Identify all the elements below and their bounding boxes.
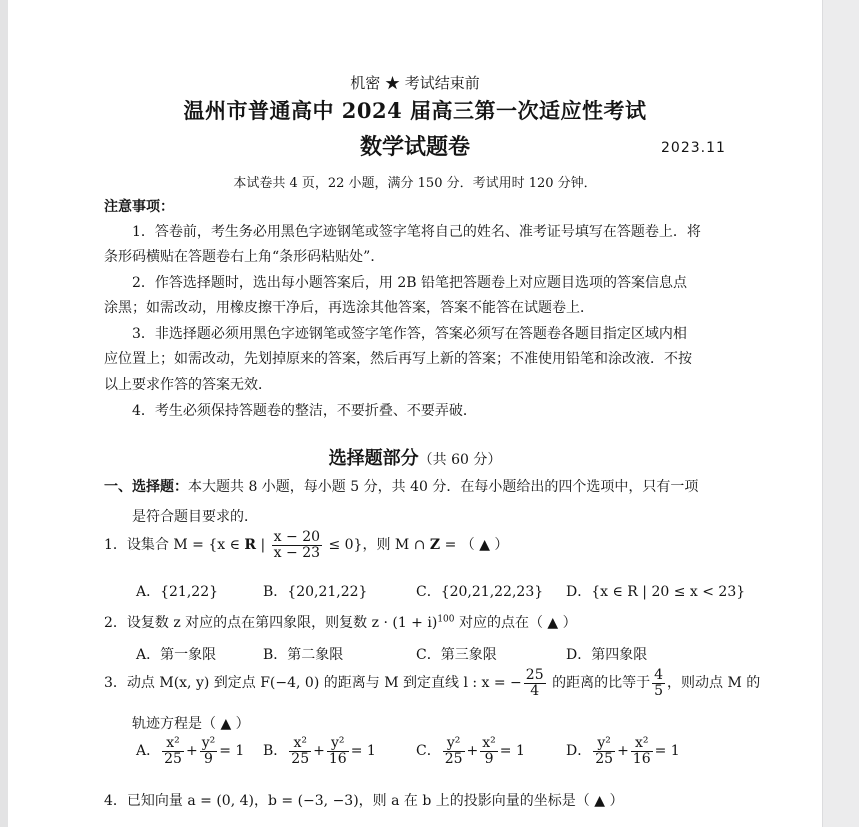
q1-fraction: $\frac{x - 20}{x - 23}$ xyxy=(273,529,321,561)
question-3: 3．动点 M(x, y) 到定点 F(−4, 0) 的距离与 M 到定直线 l : x = − $\frac{25}{4}$ 的距离的比等于 $\frac{4}{5}$ ，则动点 M 的 xyxy=(104,667,761,699)
q3-fraction-25-4: $\frac{25}{4}$ xyxy=(525,667,544,699)
q3-option-c: C． $\frac{\text{y²}}{25}$ + $\frac{\text{x²}}{9}$ = 1 xyxy=(416,735,525,767)
part-label: 一、选择题： xyxy=(104,479,188,495)
q1-option-d: D．{x ∈ R | 20 ≤ x < 23} xyxy=(566,584,746,600)
q3-fraction-4-5: $\frac{4}{5}$ xyxy=(654,667,663,699)
q1-option-c: C．{20,21,22,23} xyxy=(416,584,544,600)
question-1: 1．设集合 M = {x ∈ R | $\frac{x - 20}{x - 23}$ ≤ 0}，则 M ∩ Z = （ ▲ ） xyxy=(104,529,509,561)
q3-option-b: B． $\frac{\text{x²}}{25}$ + $\frac{\text{y²}}{16}$ = 1 xyxy=(263,735,376,767)
question-2: 2．设复数 z 对应的点在第四象限，则复数 $z \cdot (1 + i)^{100}$ 对应的点在（ ▲ ） xyxy=(104,614,577,631)
note-3-cont2: 以上要求作答的答案无效． xyxy=(104,377,272,393)
section-title xyxy=(8,444,822,470)
exam-info: 本试卷共 4 页，22 小题，满分 150 分．考试用时 120 分钟． xyxy=(233,176,597,191)
note-3: 3．非选择题必须用黑色字迹钢笔或签字笔作答，答案必须写在答题卷各题目指定区域内相 xyxy=(132,326,687,342)
note-1: 1．答卷前，考生务必用黑色字迹钢笔或签字笔将自己的姓名、准考证号填写在答题卷上．将 xyxy=(132,224,701,240)
q2-option-a: A．第一象限 xyxy=(136,647,217,663)
part-instructions-cont: 是符合题目要求的． xyxy=(132,509,258,525)
document-page xyxy=(8,0,822,827)
q3-option-d: D． $\frac{\text{y²}}{25}$ + $\frac{\text{x²}}{16}$ = 1 xyxy=(566,735,680,767)
note-3-cont: 应位置上；如需改动，先划掉原来的答案，然后再写上新的答案；不准使用铅笔和涂改液．不按 xyxy=(104,351,692,367)
section-name: 选择题部分 xyxy=(328,448,419,469)
left-margin xyxy=(0,0,8,827)
question-4: 4．已知向量 a = (0, 4)，b = (−3, −3)，则 a 在 b 上的投影向量的坐标是（ ▲ ） xyxy=(104,793,624,809)
note-2: 2．作答选择题时，选出每小题答案后，用 2B 铅笔把答题卷上对应题目选项的答案信息点 xyxy=(132,275,688,291)
exam-date: 2023.11 xyxy=(661,140,726,156)
note-4: 4．考生必须保持答题卷的整洁，不要折叠、不要弄破． xyxy=(132,403,477,419)
q3-option-a: A． $\frac{\text{x²}}{25}$ + $\frac{\text{y²}}{9}$ = 1 xyxy=(136,735,245,767)
q1-option-b: B．{20,21,22} xyxy=(263,584,368,600)
note-2-cont: 涂黑；如需改动，用橡皮擦干净后，再选涂其他答案，答案不能答在试题卷上． xyxy=(104,300,594,316)
notes-heading: 注意事项： xyxy=(104,199,174,215)
note-1-cont: 条形码横贴在答题卷右上角“条形码粘贴处”． xyxy=(104,249,385,265)
question-3-cont: 轨迹方程是（ ▲ ） xyxy=(132,716,250,732)
part-text: 本大题共 8 小题，每小题 5 分，共 40 分．在每小题给出的四个选项中，只有一项 xyxy=(188,479,699,495)
q1-option-a: A．{21,22} xyxy=(136,584,219,600)
q2-option-d: D．第四象限 xyxy=(566,647,648,663)
q2-option-c: C．第三象限 xyxy=(416,647,497,663)
confidential-label: 机密 ★ 考试结束前 xyxy=(350,74,480,92)
scrollbar-track[interactable] xyxy=(822,0,859,827)
exam-title: 温州市普通高中 2024 届高三第一次适应性考试 xyxy=(183,98,647,123)
part-instructions xyxy=(104,476,698,496)
paper-title: 数学试题卷 xyxy=(359,134,470,160)
section-score: （共 60 分） xyxy=(418,452,502,468)
q2-option-b: B．第二象限 xyxy=(263,647,344,663)
